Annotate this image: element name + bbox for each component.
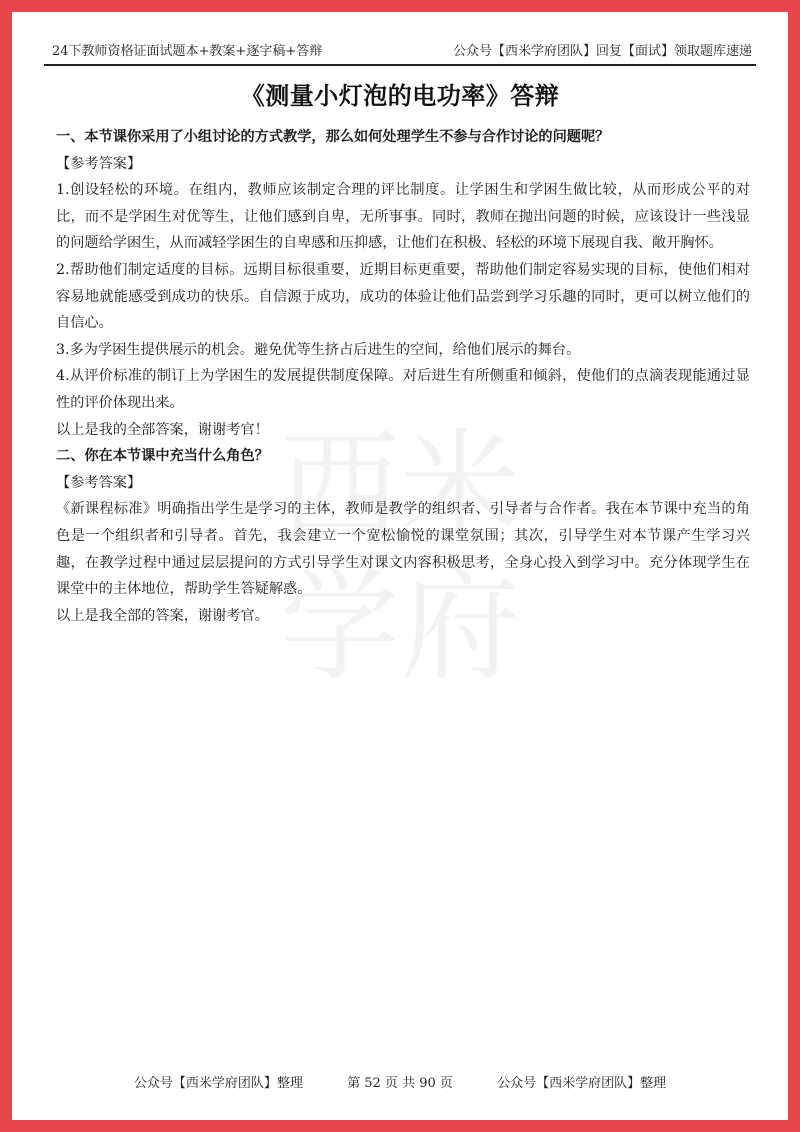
question-2: 二、你在本节课中充当什么角色？ bbox=[56, 448, 269, 465]
answer-paragraph: 2.帮助他们制定适度的目标。远期目标很重要，近期目标更重要，帮助他们制定容易实现的目标，使他们相对容易地就能感受到成功的快乐。自信源于成功，成功的体验让他们品尝到学习乐趣的同时，更可以树立他们的自信心。 bbox=[56, 261, 750, 332]
answer-paragraph: 《新课程标准》明确指出学生是学习的主体，教师是教学的组织者、引导者与合作者。我在本节课中充当的角色是一个组织者和引导者。首先，我会建立一个宽松愉悦的课堂氛围；其次，引导学生对本节课产生学习兴趣，在教学过程中通过层层提问的方式引导学生对课文内容积极思考，全身心投入到学习中。充分体现学生在课堂中的主体地位，帮助学生答疑解惑。 bbox=[56, 501, 750, 598]
answer-paragraph: 3.多为学困生提供展示的机会。避免优等生挤占后进生的空间，给他们展示的舞台。 bbox=[56, 341, 581, 358]
question-1: 一、本节课你采用了小组讨论的方式教学，那么如何处理学生不参与合作讨论的问题呢？ bbox=[56, 129, 610, 145]
header-divider bbox=[44, 64, 756, 66]
header-left-text: 24下教师资格证面试题本+教案+逐字稿+答辩 bbox=[52, 44, 323, 59]
page-footer bbox=[0, 1072, 800, 1091]
answer-label-1: 【参考答案】 bbox=[56, 155, 142, 172]
closing-line-1: 以上是我的全部答案，谢谢考官！ bbox=[56, 421, 269, 438]
page-header bbox=[44, 42, 756, 62]
header-right-text: 公众号【西米学府团队】回复【面试】领取题库速递 bbox=[452, 44, 752, 59]
watermark-char: 府 bbox=[400, 558, 520, 697]
watermark-char: 米 bbox=[400, 418, 520, 557]
answer-paragraph: 1.创设轻松的环境。在组内，教师应该制定合理的评比制度。让学困生和学困生做比较，从而形成公平的对比，而不是学困生对优等生，让他们感到自卑，无所事事。同时，教师在抛出问题的时候，应该设计一些浅显的问题给学困生，从而减轻学困生的自卑感和压抑感，让他们在积极、轻松的环境下展现自我、敞开胸怀。 bbox=[56, 182, 750, 252]
answer-paragraph: 4.从评价标准的制订上为学困生的发展提供制度保障。对后进生有所侧重和倾斜，使他们的点滴表现能通过显性的评价体现出来。 bbox=[56, 368, 750, 411]
answer-label-2: 【参考答案】 bbox=[56, 474, 142, 491]
document-body bbox=[56, 124, 750, 629]
footer-right-text: 公众号【西米学府团队】整理 bbox=[497, 1076, 667, 1091]
watermark-char: 西 bbox=[280, 418, 400, 557]
closing-line-2: 以上是我全部的答案，谢谢考官。 bbox=[56, 607, 269, 624]
page-number: 第 52 页 共 90 页 bbox=[347, 1076, 453, 1091]
footer-left-text: 公众号【西米学府团队】整理 bbox=[133, 1076, 303, 1091]
document-title: 《测量小灯泡的电功率》答辩 bbox=[240, 81, 560, 110]
watermark-char: 学 bbox=[280, 558, 400, 697]
